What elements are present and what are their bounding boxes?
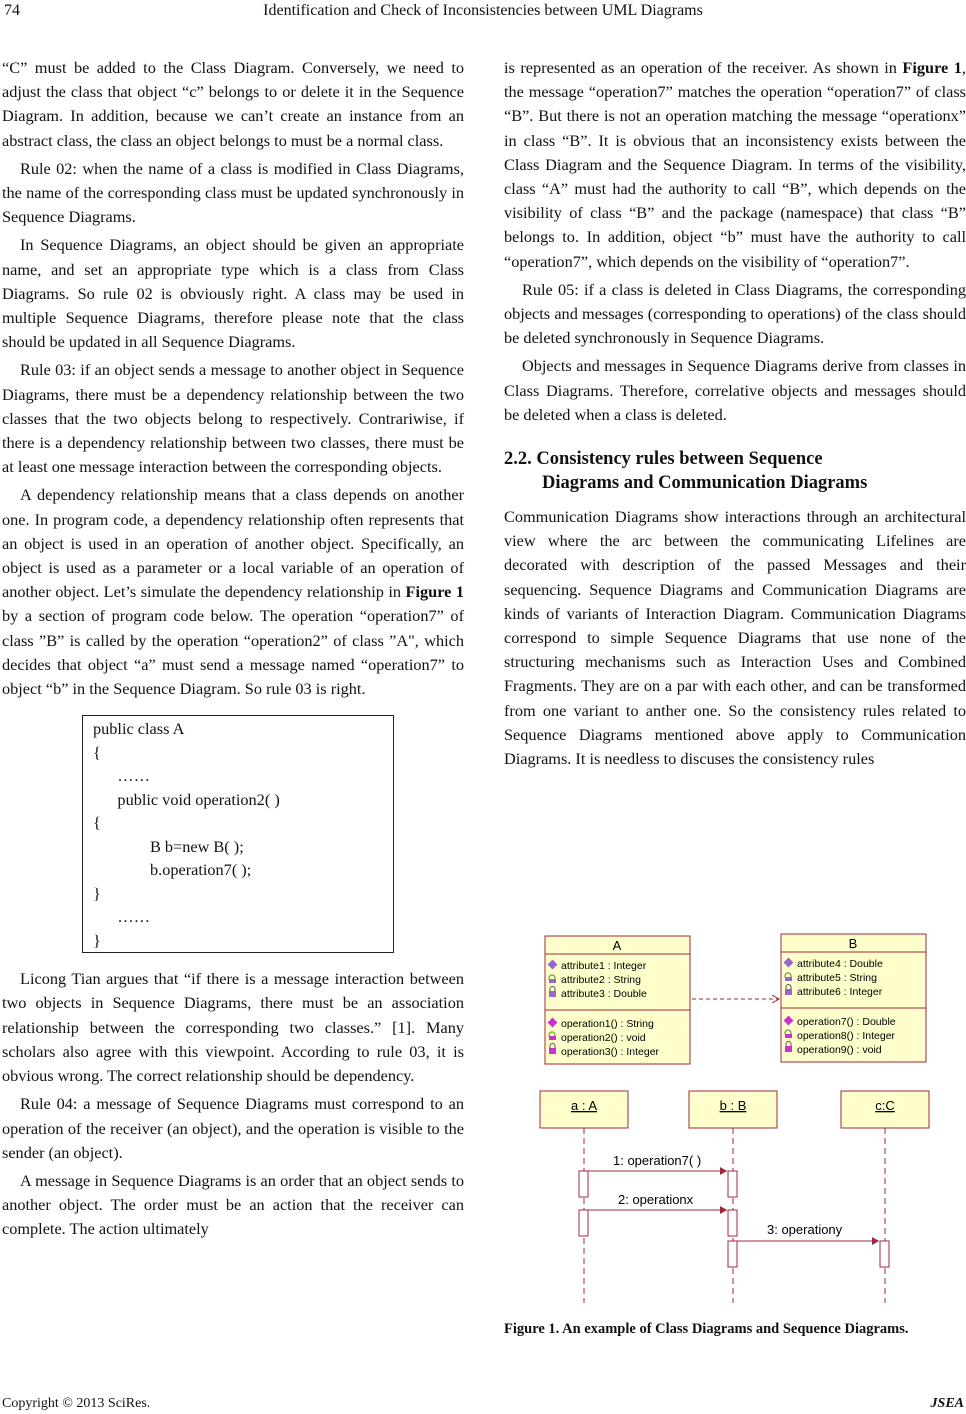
paragraph: A message in Sequence Diagrams is an order that an object sends to another object. The order must be an action that the receiver can complete. The action ultimately [2,1170,464,1239]
text-span: A dependency relationship means that a class depends on another one. In program code, a dependency relationship often represents that an object is used in an operation of another object. Specifically, an object is used as a parameter or a local variable of an operation of another object. Let’s simulate the dependency relationship in [2,485,464,602]
class-name: B [848,936,858,951]
operation-label: operation3() : Integer [561,1046,660,1058]
operation-label: operation7() : Double [797,1016,896,1028]
lifeline-label: c:C [875,1098,895,1113]
class-B-box [781,934,926,1062]
operation-label: operation9() : void [797,1044,882,1056]
lifeline-label: b : B [719,1098,747,1113]
activation-bar [579,1171,588,1197]
paragraph: Communication Diagrams show interactions through an architectural view where the arc between the communicating Lifelines are decorated with description of the passed Messages and their sequencing. Sequence Diagrams and Communication Diagrams are kinds of variants of Interaction Diagram. Communication Diagrams correspond to simple Sequence Diagrams that use none of the structuring mechanisms such as Interaction Uses and Combined Fragments. They are on a par with each other, and can be transformed from one variant to anther one. So the consistency rules related to Sequence Diagrams mentioned above apply to Communication Diagrams. It is needless to discuses the consistency rules [504,507,966,769]
figure-caption: Figure 1. An example of Class Diagrams and Sequence Diagrams. [504,1321,909,1337]
operation-label: operation2() : void [561,1032,646,1044]
message-1 [588,1153,727,1171]
code-line: …… [93,766,150,786]
activation-bar [728,1171,737,1197]
message-label: 3: operationy [767,1222,843,1237]
paragraph: In Sequence Diagrams, an object should be given an appropriate name, and set an appropriate type which is a class from Class Diagrams. So rule 02 is obviously right. A class may be used in multiple Sequence Diagrams, therefore please note that the class should be updated in all Sequence Diagrams. [2,235,464,352]
activation-bar [728,1241,737,1267]
rule-05-paragraph: Rule 05: if a class is deleted in Class Diagrams, the corresponding objects and messages (corresponding to operations) of the class should be deleted synchronously in Sequence Diagrams. [504,279,966,348]
left-column [2,56,464,1242]
lifeline-label: a : A [570,1098,598,1113]
right-column [504,56,966,771]
section-heading-line2: Diagrams and Communication Diagrams [542,473,868,494]
running-title: Identification and Check of Inconsistencies between UML Diagrams [263,2,703,19]
text-span: is represented as an operation of the receiver. As shown in [504,58,903,77]
class-A-box [545,936,690,1064]
operation-label: operation8() : Integer [797,1030,896,1042]
code-line: { [93,742,101,762]
code-listing [82,715,394,953]
paragraph: Objects and messages in Sequence Diagrams derive from classes in Class Diagrams. Therefore, correlative objects and messages should be deleted when a class is deleted. [504,356,966,424]
code-line: } [93,883,101,903]
attribute-label: attribute4 : Double [797,958,883,970]
message-3 [737,1222,879,1241]
attribute-label: attribute5 : String [797,972,877,984]
code-line: b.operation7( ); [93,860,252,880]
figure-reference: Figure 1 [902,58,962,77]
message-label: 2: operationx [618,1192,694,1207]
page-number: 74 [4,2,20,19]
section-heading-line1: 2.2. Consistency rules between Sequence [504,449,823,470]
text-span: by a section of program code below. The operation “operation7” of class ”B” is called by the operation “operation2” of class ”A", which decides that object “a” must send a message named “operation7” to object “b” in the Sequence Diagram. So rule 03 is right. [2,606,464,699]
copyright-notice: Copyright © 2013 SciRes. [2,1396,151,1411]
code-line: public class A [93,719,185,739]
lifeline-c [841,1091,929,1303]
attribute-label: attribute2 : String [561,974,641,986]
attribute-label: attribute1 : Integer [561,960,647,972]
code-line: …… [93,907,150,927]
operation-label: operation1() : String [561,1018,654,1030]
paragraph: “C” must be added to the Class Diagram. Conversely, we need to adjust the class that object “c” belongs to or delete it in the Sequence Diagram. In addition, because we can’t create an instance from an abstract class, the class an object belongs to must be a normal class. [2,58,464,150]
message-2 [588,1192,727,1210]
figure-1-uml-diagram [535,928,935,1308]
paragraph [2,483,464,701]
page-header [0,0,966,28]
journal-abbreviation: JSEA [930,1396,964,1411]
activation-bar [728,1210,737,1236]
rule-03-paragraph: Rule 03: if an object sends a message to another object in Sequence Diagrams, there must be a dependency relationship between the two classes that the two objects belong to respectively. Contrariwise, if there is a dependency relationship between two classes, there must be at least one message interaction between the corresponding objects. [2,360,464,477]
code-line: public void operation2( ) [93,789,280,809]
rule-02-paragraph: Rule 02: when the name of a class is modified in Class Diagrams, the name of the corresponding class must be updated synchronously in Sequence Diagrams. [2,158,464,227]
attribute-label: attribute3 : Double [561,988,647,1000]
activation-bar [880,1241,889,1267]
code-line: } [93,930,101,950]
activation-bar [579,1210,588,1236]
text-span: , the message “operation7” matches the operation “operation7” of class “B”. But there is not an operation matching the message “operationx” in class “B”. It is obvious that an inconsistency exists between the Class Diagram and the Sequence Diagram. In terms of the visibility, class “A” must had the authority to call “B”, which depends on the visibility of class “B” and the package (namespace) that class “B” belongs to. In addition, object “b” must have the authority to call “operation7”, which depends on the visibility of “operation7”. [504,58,966,271]
class-name: A [612,938,622,953]
paragraph [504,56,966,274]
rule-04-paragraph: Rule 04: a message of Sequence Diagrams must correspond to an operation of the receiver (an object), and the operation is visible to the sender (an object). [2,1094,464,1162]
attribute-label: attribute6 : Integer [797,986,883,998]
section-heading [504,447,966,495]
code-line: B b=new B( ); [93,836,244,856]
paragraph: Licong Tian argues that “if there is a message interaction between two objects in Sequence Diagrams, there must be an association relationship between the corresponding two classes.” [1]. Many scholars also agree with this viewpoint. According to rule 03, it is obvious wrong. The correct relationship should be dependency. [2,969,464,1086]
figure-reference: Figure 1 [405,582,464,602]
message-label: 1: operation7( ) [613,1153,702,1168]
code-line: { [93,813,101,833]
